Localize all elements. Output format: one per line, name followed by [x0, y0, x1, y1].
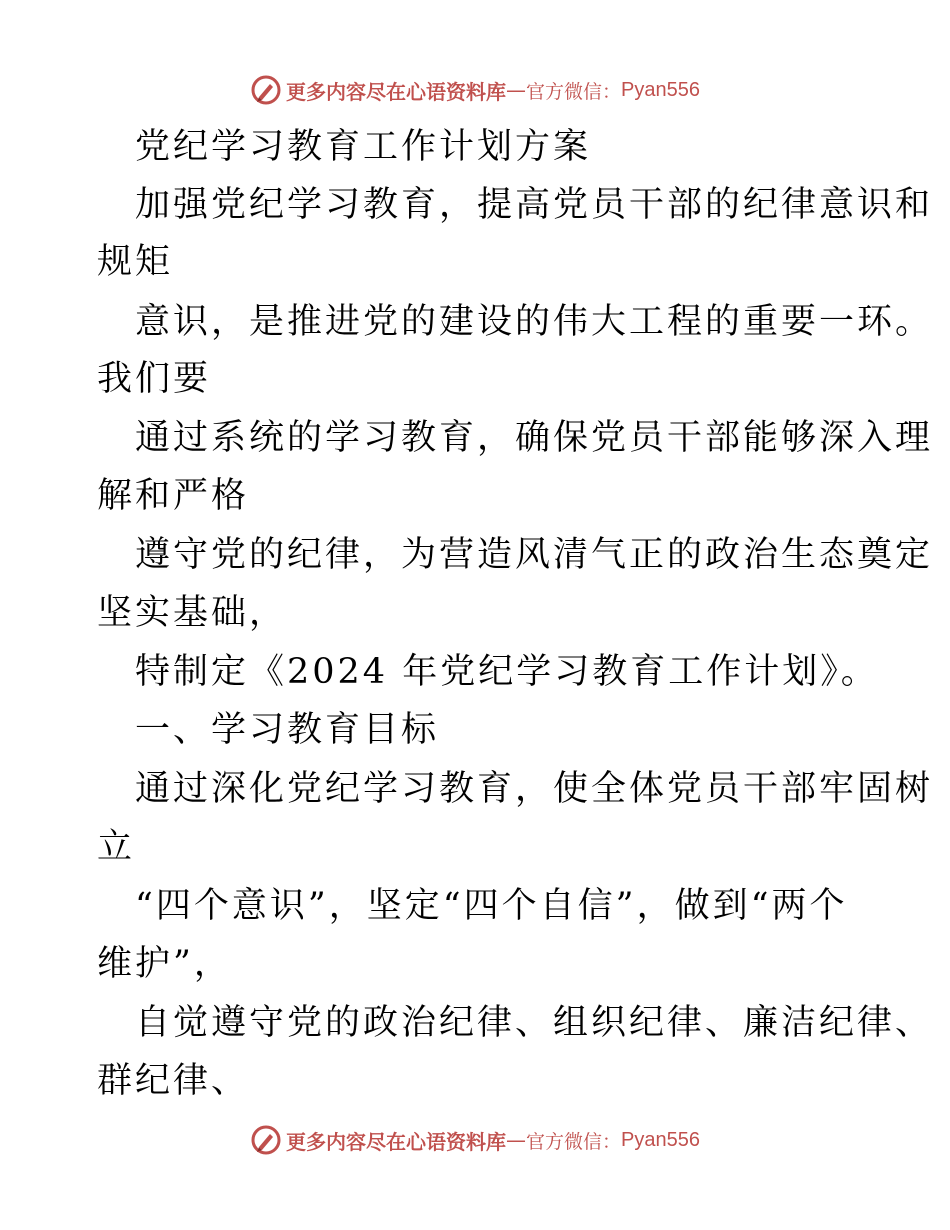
pen-logo-icon — [250, 74, 282, 106]
paragraph-line: “四个意识”，坚定“四个自信”，做到“两个 — [135, 886, 848, 926]
paragraph-line: 解和严格 — [97, 476, 250, 516]
watermark-site-text: 更多内容尽在心语资料库 — [286, 79, 506, 104]
paragraph-line: 维护”， — [97, 944, 232, 984]
paragraph-line: 加强党纪学习教育，提高党员干部的纪律意识和 — [135, 185, 934, 225]
paragraph-line: 通过系统的学习教育，确保党员干部能够深入理 — [135, 418, 934, 458]
paragraph-line: 坚实基础， — [97, 593, 288, 633]
paragraph-line: 意识，是推进党的建设的伟大工程的重要一环。 — [135, 302, 934, 342]
watermark-wechat-label: 官方微信： — [526, 80, 622, 103]
footer-watermark — [0, 1120, 950, 1160]
watermark-wechat-id: Pyan556 — [621, 1128, 700, 1151]
paragraph-line: 规矩 — [97, 242, 174, 282]
paragraph-line: 我们要 — [97, 359, 212, 399]
document-title: 党纪学习教育工作计划方案 — [135, 127, 592, 167]
header-watermark — [0, 70, 950, 110]
paragraph-line: 通过深化党纪学习教育，使全体党员干部牢固树 — [135, 769, 934, 809]
watermark-separator: — — [506, 1128, 526, 1152]
paragraph-line: 遵守党的纪律，为营造风清气正的政治生态奠定 — [135, 535, 934, 575]
paragraph-line: 立 — [97, 827, 136, 867]
section-heading: 一、学习教育目标 — [135, 710, 440, 750]
watermark-wechat-label: 官方微信： — [526, 1130, 622, 1153]
paragraph-line: 自觉遵守党的政治纪律、组织纪律、廉洁纪律、 — [135, 1003, 934, 1043]
watermark-wechat-id: Pyan556 — [621, 78, 700, 101]
pen-logo-icon — [250, 1124, 282, 1156]
watermark-site-text: 更多内容尽在心语资料库 — [286, 1129, 506, 1154]
paragraph-line: 特制定《2024 年党纪学习教育工作计划》。 — [135, 652, 879, 692]
watermark-separator: — — [506, 78, 526, 102]
paragraph-line: 群纪律、 — [97, 1061, 250, 1101]
